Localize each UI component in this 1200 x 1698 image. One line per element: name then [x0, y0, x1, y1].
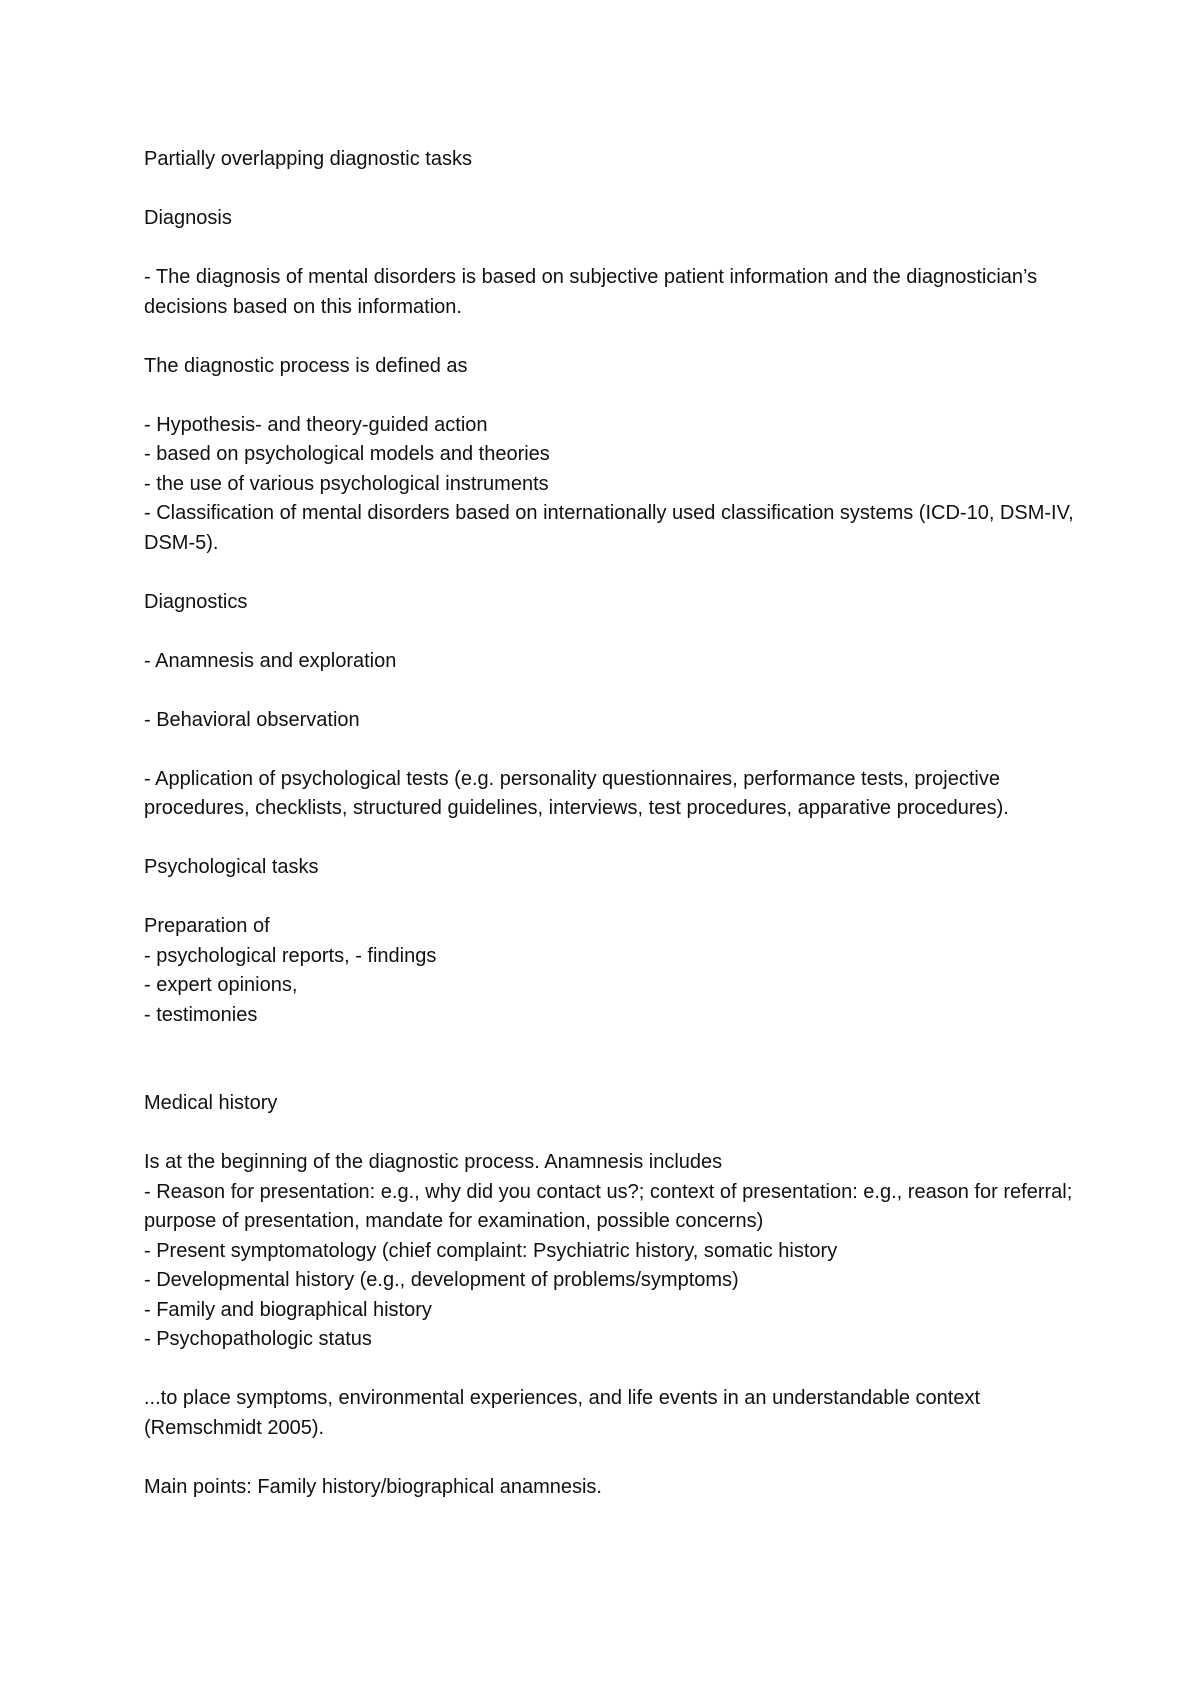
diagnostic-process-label: The diagnostic process is defined as — [144, 354, 468, 377]
psychological-tasks-item: - expert opinions, — [144, 974, 298, 996]
section-title-diagnostics: Diagnostics — [144, 590, 248, 613]
diagnostic-process-item: - based on psychological models and theories — [144, 443, 550, 465]
main-points: Main points: Family history/biographical anamnesis. — [144, 1475, 602, 1498]
medical-history-item: - Reason for presentation: e.g., why did you contact us?; context of presentation: e.g., reason for referral; purpose of presentation, mandate for examination, possible concerns) — [144, 1180, 1078, 1232]
document-heading: Partially overlapping diagnostic tasks — [144, 148, 472, 170]
diagnostic-process-item: - Classification of mental disorders based on internationally used classification systems (ICD-10, DSM-IV, DSM-5). — [144, 502, 1080, 554]
diagnosis-intro: - The diagnosis of mental disorders is based on subjective patient information and the diagnostician’s decisions based on this information. — [144, 266, 1043, 318]
section-title-medical-history: Medical history — [144, 1092, 278, 1114]
section-title-diagnosis: Diagnosis — [144, 207, 232, 229]
medical-history-item: - Developmental history (e.g., development of problems/symptoms) — [144, 1269, 739, 1291]
diagnostics-item: - Application of psychological tests (e.g. personality questionnaires, performance tests, projective procedures, checklists, structured guidelines, interviews, test procedures, apparative procedures). — [144, 767, 1009, 819]
medical-history-item: - Psychopathologic status — [144, 1328, 372, 1350]
medical-history-intro: Is at the beginning of the diagnostic process. Anamnesis includes — [144, 1151, 723, 1173]
diagnostic-process-item: - Hypothesis- and theory-guided action — [144, 413, 488, 436]
diagnostics-item: - Anamnesis and exploration — [144, 649, 397, 672]
document-body — [144, 145, 1080, 1502]
diagnostics-item: - Behavioral observation — [144, 708, 360, 731]
medical-history-context: ...to place symptoms, environmental experiences, and life events in an understandable context (Remschmidt 2005). — [144, 1387, 986, 1439]
medical-history-item: - Present symptomatology (chief complaint: Psychiatric history, somatic history — [144, 1239, 838, 1262]
psychological-tasks-item: - psychological reports, - findings — [144, 944, 437, 967]
diagnostic-process-item: - the use of various psychological instruments — [144, 472, 549, 495]
preparation-label: Preparation of — [144, 915, 270, 937]
section-title-psychological-tasks: Psychological tasks — [144, 856, 319, 878]
medical-history-item: - Family and biographical history — [144, 1298, 432, 1321]
psychological-tasks-item: - testimonies — [144, 1003, 258, 1026]
